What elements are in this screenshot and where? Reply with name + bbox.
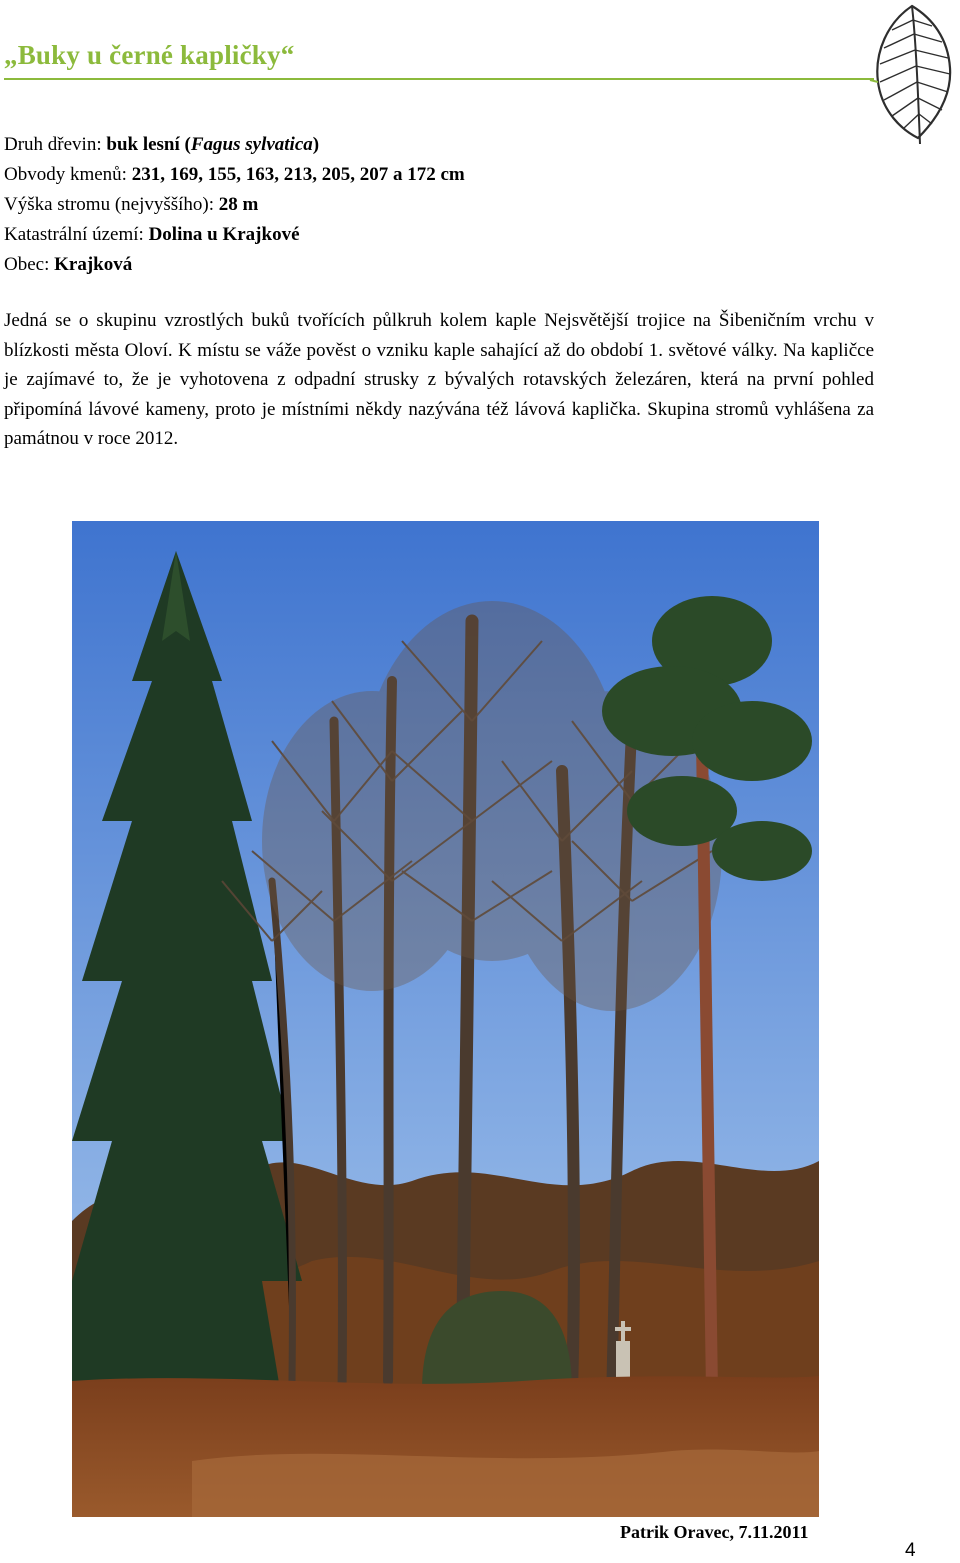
height-label: Výška stromu (nejvyššího): bbox=[4, 194, 219, 215]
girth-line bbox=[4, 160, 465, 190]
municipality-line bbox=[4, 250, 465, 280]
page-number: 4 bbox=[905, 1540, 916, 1561]
municipality-label: Obec: bbox=[4, 254, 55, 275]
species-line bbox=[4, 130, 465, 160]
title-rule bbox=[4, 78, 874, 80]
beech-leaf-icon bbox=[868, 2, 958, 147]
species-label: Druh dřevin: bbox=[4, 134, 107, 155]
page-title: „Buky u černé kapličky“ bbox=[4, 40, 295, 70]
height-value: 28 m bbox=[218, 194, 259, 215]
cadastre-line bbox=[4, 220, 465, 250]
municipality-value: Krajková bbox=[54, 254, 133, 275]
tree-facts bbox=[4, 130, 465, 280]
cadastre-label: Katastrální území: bbox=[4, 224, 149, 245]
trees-photo bbox=[72, 521, 819, 1517]
species-close: ) bbox=[312, 134, 320, 155]
photo-credit: Patrik Oravec, 7.11.2011 bbox=[620, 1522, 809, 1542]
girth-label: Obvody kmenů: bbox=[4, 164, 132, 185]
description-paragraph: Jedná se o skupinu vzrostlých buků tvořících půlkruh kolem kaple Nejsvětější trojice na Šibeničním vrchu v blízkosti města Oloví. K místu se váže pověst o vzniku kaple sahající až do období 1. světové války. Na kapličce je zajímavé to, že je vyhotovena z odpadní strusky z bývalých rotavských železáren, která na první pohled připomíná lávové kameny, proto je místními někdy nazývána též lávová kaplička. Skupina stromů vyhlášena za památnou v roce 2012. bbox=[4, 310, 874, 450]
cadastre-value: Dolina u Krajkové bbox=[148, 224, 300, 245]
height-line bbox=[4, 190, 465, 220]
girth-value: 231, 169, 155, 163, 213, 205, 207 a 172 cm bbox=[131, 164, 465, 185]
species-latin: Fagus sylvatica bbox=[190, 134, 313, 155]
species-value: buk lesní ( bbox=[106, 134, 191, 155]
